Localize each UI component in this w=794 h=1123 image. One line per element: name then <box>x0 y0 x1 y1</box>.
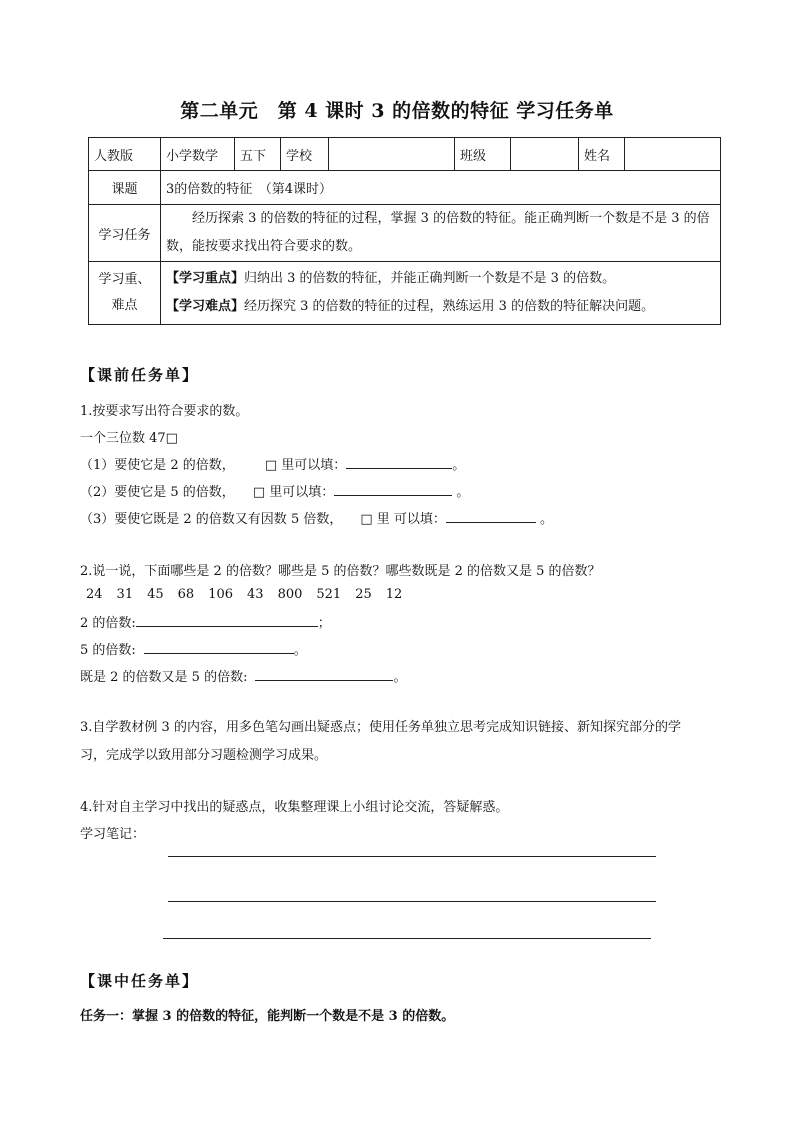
page-title: 第二单元 第 4 课时 3 的倍数的特征 学习任务单 <box>180 100 614 122</box>
in-class-heading: 【课中任务单】 <box>80 972 200 990</box>
number-item: 106 <box>208 587 234 602</box>
q1-blank-1[interactable] <box>346 455 452 469</box>
key-label-line1: 学习重、 <box>98 272 151 287</box>
number-item: 68 <box>177 587 195 602</box>
q3-line-1: 3.自学教材例 3 的内容，用多色笔勾画出疑惑点；使用任务单独立思考完成知识链接、新知探究部分的学 <box>80 720 681 735</box>
q2-blank-both[interactable] <box>255 667 393 681</box>
q2-blank-2[interactable] <box>136 613 318 627</box>
q2-title: 2.说一说，下面哪些是 2 的倍数？哪些是 5 的倍数？哪些数既是 2 的倍数又是 5 的倍数？ <box>80 564 601 579</box>
number-item: 25 <box>355 587 372 602</box>
key-point <box>166 265 715 293</box>
q2-both: 既是 2 的倍数又是 5 的倍数: 。 <box>80 666 406 685</box>
number-item: 31 <box>116 587 134 602</box>
class-label: 班级 <box>455 138 511 171</box>
name-label: 姓名 <box>579 138 625 171</box>
notes-label: 学习笔记： <box>80 827 146 842</box>
q1-item-1: （1）要使它是 2 的倍数， □ 里可以填： 。 <box>80 454 465 473</box>
difficult-point-tag: 【学习难点】 <box>166 299 245 314</box>
q4-title: 4.针对自主学习中找出的疑惑点，收集整理课上小组讨论交流，答疑解惑。 <box>80 800 509 815</box>
number-item: 521 <box>316 587 342 602</box>
number-item: 45 <box>147 587 164 602</box>
pre-class-heading: 【课前任务单】 <box>80 366 200 384</box>
task-one: 任务一：掌握 3 的倍数的特征，能判断一个数是不是 3 的倍数。 <box>80 1009 455 1024</box>
q3-line-2: 习，完成学以致用部分习题检测学习成果。 <box>80 748 328 763</box>
q2-number-list <box>86 587 416 602</box>
notes-line-3[interactable] <box>163 938 651 939</box>
topic-value: 3的倍数的特征 （第4课时） <box>161 171 721 205</box>
q2-blank-5[interactable] <box>144 640 294 654</box>
key-label-line2: 难点 <box>111 298 138 313</box>
info-row-header <box>89 138 721 171</box>
number-item: 12 <box>385 587 403 602</box>
q1-number: 一个三位数 47□ <box>80 431 178 446</box>
q1-item-3: （3）要使它既是 2 的倍数又有因数 5 倍数， □ 里 可以填： 。 <box>80 508 553 527</box>
key-point-text: 归纳出 3 的倍数的特征，并能正确判断一个数是不是 3 的倍数。 <box>244 271 616 286</box>
grade-cell: 五下 <box>235 138 281 171</box>
q2-multiples-of-5: 5 的倍数: 。 <box>80 639 307 658</box>
school-field[interactable] <box>329 138 455 171</box>
info-row-task <box>89 205 721 262</box>
class-field[interactable] <box>511 138 579 171</box>
q1-blank-2[interactable] <box>334 482 452 496</box>
lesson-info-table <box>88 137 721 325</box>
number-item: 43 <box>247 587 264 602</box>
number-item: 800 <box>277 587 303 602</box>
q2-multiples-of-2: 2 的倍数: ； <box>80 612 331 631</box>
edition-cell: 人教版 <box>89 138 161 171</box>
task-label: 学习任务 <box>89 205 161 262</box>
difficult-point <box>166 293 715 321</box>
q1-item-2: （2）要使它是 5 的倍数， □ 里可以填： 。 <box>80 481 469 500</box>
task-value: 经历探索 3 的倍数的特征的过程，掌握 3 的倍数的特征。能正确判断一个数是不是 3 的倍数，能按要求找出符合要求的数。 <box>166 211 710 254</box>
difficult-point-text: 经历探究 3 的倍数的特征的过程，熟练运用 3 的倍数的特征解决问题。 <box>244 299 655 314</box>
number-item: 24 <box>86 587 103 602</box>
key-point-tag: 【学习重点】 <box>166 271 245 286</box>
subject-cell: 小学数学 <box>161 138 235 171</box>
q1-title: 1.按要求写出符合要求的数。 <box>80 404 249 419</box>
school-label: 学校 <box>281 138 329 171</box>
info-row-topic <box>89 171 721 205</box>
name-field[interactable] <box>625 138 721 171</box>
notes-line-1[interactable] <box>168 856 656 857</box>
topic-label: 课题 <box>89 171 161 205</box>
info-row-key-points <box>89 262 721 325</box>
q1-blank-3[interactable] <box>446 509 536 523</box>
notes-line-2[interactable] <box>168 901 656 902</box>
